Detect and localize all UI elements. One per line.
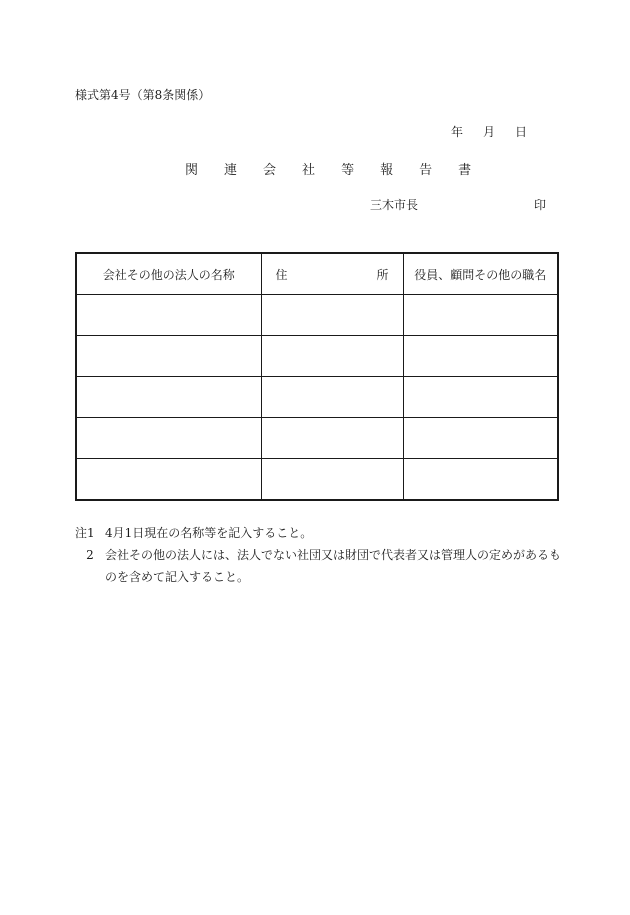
seal-mark: 印	[534, 198, 547, 212]
title-char: 告	[419, 163, 433, 178]
title-char: 会	[263, 163, 277, 178]
report-table	[75, 252, 559, 501]
cell-name[interactable]	[76, 418, 261, 459]
form-number: 様式第4号（第8条関係）	[75, 88, 211, 102]
document-title	[185, 159, 471, 178]
cell-address[interactable]	[261, 336, 403, 377]
title-char: 連	[224, 163, 238, 178]
notes	[75, 522, 565, 588]
table-row	[76, 418, 558, 459]
header-address-2: 所	[376, 267, 389, 282]
header-name: 会社その他の法人の名称	[76, 253, 261, 295]
cell-name[interactable]	[76, 459, 261, 501]
table-row	[76, 459, 558, 501]
note-2-text: 会社その他の法人には、法人でない社団又は財団で代表者又は管理人の定めがあるも	[105, 548, 562, 562]
date-year-label: 年	[451, 125, 464, 139]
cell-name[interactable]	[76, 336, 261, 377]
table-row	[76, 377, 558, 418]
note-2-continuation: のを含めて記入すること。	[105, 570, 250, 584]
note-1	[75, 522, 565, 544]
table-row	[76, 336, 558, 377]
cell-address[interactable]	[261, 377, 403, 418]
table-row	[76, 295, 558, 336]
note-2	[75, 544, 565, 566]
note-1-label: 注1	[75, 526, 95, 540]
cell-name[interactable]	[76, 377, 261, 418]
cell-position[interactable]	[403, 295, 558, 336]
cell-position[interactable]	[403, 336, 558, 377]
title-char: 報	[380, 163, 394, 178]
date-day-label: 日	[515, 125, 528, 139]
header-position: 役員、顧問その他の職名	[403, 253, 558, 295]
title-char: 社	[302, 163, 316, 178]
cell-address[interactable]	[261, 459, 403, 501]
date-line	[451, 123, 527, 140]
cell-position[interactable]	[403, 459, 558, 501]
cell-position[interactable]	[403, 418, 558, 459]
cell-name[interactable]	[76, 295, 261, 336]
table-header-row	[76, 253, 558, 295]
title-char: 書	[458, 163, 472, 178]
title-char: 等	[341, 163, 355, 178]
recipient: 三木市長	[370, 198, 419, 212]
cell-position[interactable]	[403, 377, 558, 418]
note-2-label: 2	[86, 548, 94, 562]
cell-address[interactable]	[261, 295, 403, 336]
date-month-label: 月	[483, 125, 496, 139]
note-1-text: 4月1日現在の名称等を記入すること。	[105, 526, 313, 540]
header-address	[261, 253, 403, 295]
header-address-1: 住	[275, 267, 288, 282]
cell-address[interactable]	[261, 418, 403, 459]
title-char: 関	[185, 163, 199, 178]
